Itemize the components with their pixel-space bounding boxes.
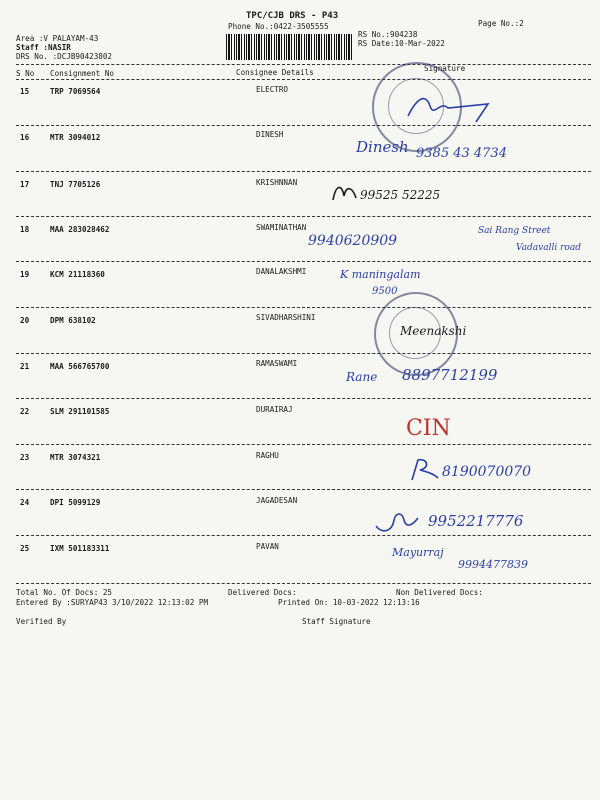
row-consignee: RAGHU <box>256 451 279 460</box>
row-consignment: MAA 283028462 <box>50 225 110 234</box>
row-consignment: TNJ 7705126 <box>50 180 101 189</box>
row-sno: 20 <box>20 316 30 325</box>
barcode <box>226 34 352 60</box>
row-divider <box>16 307 591 308</box>
row-consignee: KRISHNNAN <box>256 178 298 187</box>
col-signature: Signature <box>424 64 466 73</box>
divider <box>16 79 591 80</box>
row-consignment: MTR 3094012 <box>50 133 101 142</box>
row-consignee: SIVADHARSHINI <box>256 313 316 322</box>
handwritten-address: Vadavalli road <box>516 243 581 253</box>
row-divider <box>16 171 591 172</box>
row-sno: 25 <box>20 544 30 553</box>
row-divider <box>16 216 591 217</box>
handwritten-phone: 99525 52225 <box>360 188 441 202</box>
row-consignment: TRP 7069564 <box>50 87 101 96</box>
row-consignee: ELECTRO <box>256 85 289 94</box>
row-divider <box>16 353 591 354</box>
row-consignment: IXM 501183311 <box>50 544 110 553</box>
signature-mark <box>330 180 360 206</box>
col-consignment: Consignment No <box>50 69 115 78</box>
row-divider <box>16 444 591 445</box>
rs-number: RS No.:904238 <box>358 30 418 39</box>
staff-signature: Staff Signature <box>302 617 371 626</box>
row-consignment: DPM 638102 <box>50 316 96 325</box>
delivered-docs: Delivered Docs: <box>228 588 297 597</box>
handwritten-phone: 9952217776 <box>428 512 524 530</box>
col-sno: S No <box>16 69 35 78</box>
staff: Staff :NASIR <box>16 43 71 52</box>
handwritten-phone: 8190070070 <box>442 464 532 480</box>
handwritten-address: Sai Rang Street <box>478 226 551 236</box>
row-sno: 22 <box>20 407 30 416</box>
row-divider <box>16 535 591 536</box>
row-consignee: JAGADESAN <box>256 496 298 505</box>
rs-date: RS Date:10-Mar-2022 <box>358 39 445 48</box>
total-docs: Total No. Of Docs: 25 <box>16 588 113 597</box>
row-consignee: RAMASWAMI <box>256 359 298 368</box>
drs-number: DRS No. :DCJB90423802 <box>16 52 113 61</box>
divider <box>16 64 591 65</box>
row-consignment: DPI 5099129 <box>50 498 101 507</box>
row-consignee: SWAMINATHAN <box>256 223 307 232</box>
handwritten-name: Mayurraj <box>392 546 444 559</box>
page-number: Page No.:2 <box>478 19 524 28</box>
row-divider <box>16 261 591 262</box>
col-consignee: Consignee Details <box>236 68 314 77</box>
handwritten-phone: 9994477839 <box>458 558 528 571</box>
handwritten-signature: Rane <box>346 370 378 384</box>
non-delivered-docs: Non Delivered Docs: <box>396 588 483 597</box>
entered-by: Entered By :SURYAP43 3/10/2022 12:13:02 PM <box>16 598 209 607</box>
row-sno: 17 <box>20 180 30 189</box>
row-consignment: MTR 3074321 <box>50 453 101 462</box>
row-consignee: DANALAKSHMI <box>256 267 307 276</box>
divider <box>16 583 591 584</box>
row-consignee: PAVAN <box>256 542 279 551</box>
row-consignment: SLM 291101585 <box>50 407 110 416</box>
handwritten-name: Dinesh <box>356 138 409 156</box>
handwritten-phone: 9940620909 <box>308 233 398 249</box>
row-sno: 16 <box>20 133 30 142</box>
row-divider <box>16 125 591 126</box>
verified-by: Verified By <box>16 617 67 626</box>
row-consignee: DINESH <box>256 130 284 139</box>
handwritten-signature: Meenakshi <box>400 324 467 338</box>
printed-on: Printed On: 10-03-2022 12:13:16 <box>278 598 420 607</box>
row-consignment: KCM 21118360 <box>50 270 105 279</box>
signature-mark <box>408 456 442 484</box>
handwritten-phone: 9385 43 4734 <box>416 146 507 161</box>
row-consignee: DURAIRAJ <box>256 405 293 414</box>
signature-mark <box>400 88 500 128</box>
phone-number: Phone No.:0422-3505555 <box>228 22 329 31</box>
handwritten-phone: 9500 <box>372 286 398 297</box>
row-sno: 18 <box>20 225 30 234</box>
area: Area :V PALAYAM-43 <box>16 34 99 43</box>
row-sno: 24 <box>20 498 30 507</box>
row-divider <box>16 489 591 490</box>
handwritten-signature: CIN <box>406 416 451 441</box>
row-sno: 21 <box>20 362 30 371</box>
row-sno: 15 <box>20 87 30 96</box>
handwritten-phone: 8897712199 <box>402 366 498 384</box>
handwritten-name: K maningalam <box>340 268 421 281</box>
row-sno: 23 <box>20 453 30 462</box>
signature-mark <box>372 506 422 536</box>
row-divider <box>16 398 591 399</box>
row-consignment: MAA 566765700 <box>50 362 110 371</box>
page-title: TPC/CJB DRS - P43 <box>246 11 339 21</box>
row-sno: 19 <box>20 270 30 279</box>
